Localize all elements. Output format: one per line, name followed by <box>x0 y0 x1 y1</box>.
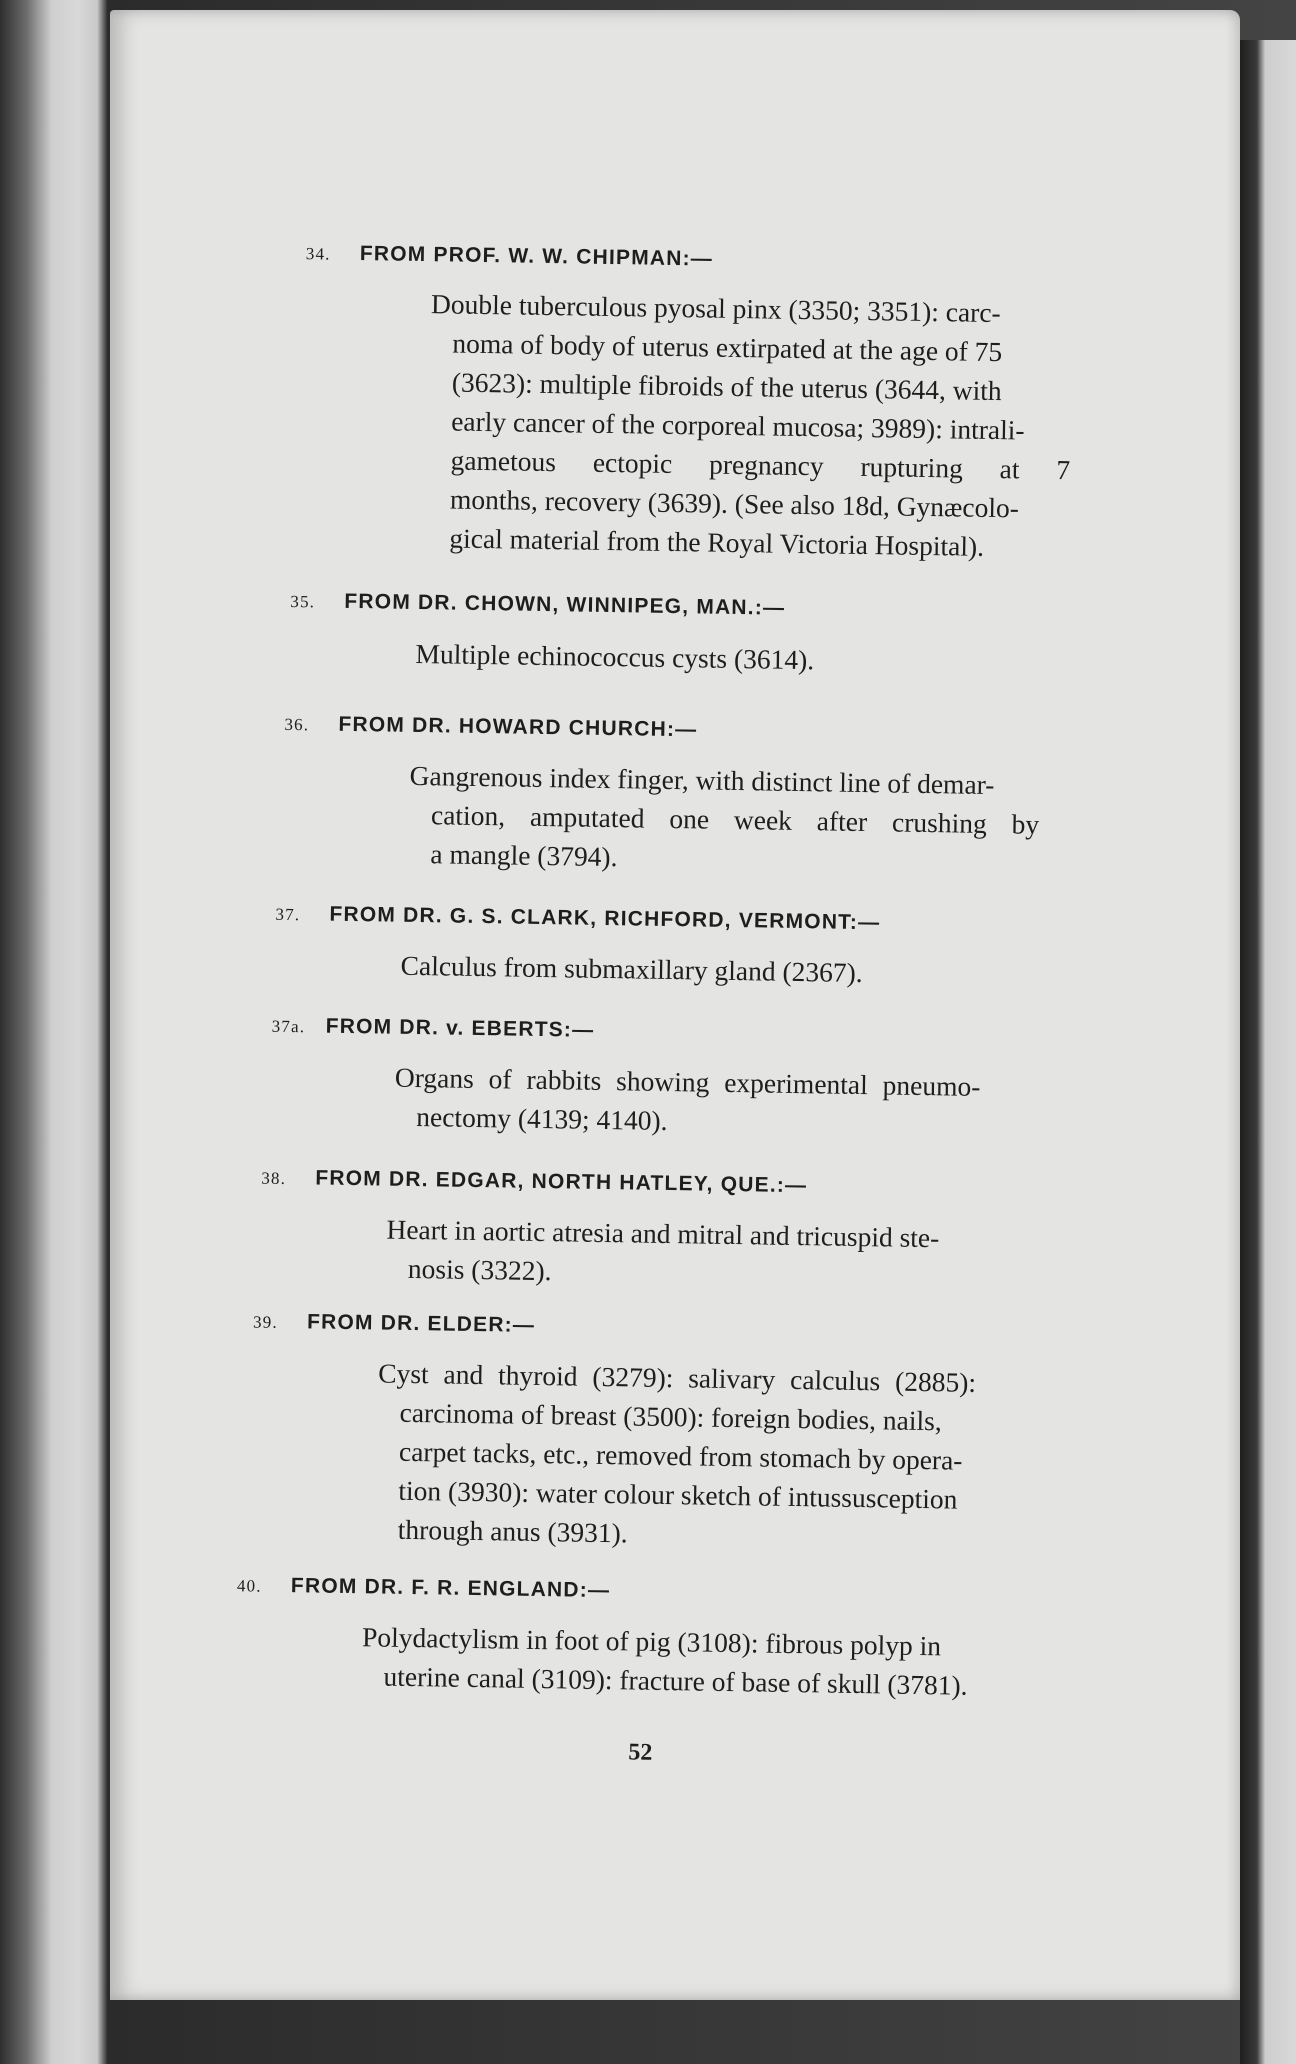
entry-line: Calculus from submaxillary gland (2367). <box>400 949 863 989</box>
page <box>110 10 1240 2000</box>
entry-line: carcinoma of breast (3500): foreign bodies, nails, <box>399 1396 943 1437</box>
entry-number: 40. <box>236 1576 262 1596</box>
entry-line: Polydactylism in foot of pig (3108): fibrous polyp in <box>361 1621 942 1662</box>
entry-heading-text: FROM DR. v. EBERTS:— <box>325 1014 595 1042</box>
entry-line: Multiple echinococcus cysts (3614). <box>415 637 815 676</box>
entry-number: 34. <box>305 244 331 264</box>
entry-line: gametous ectopic pregnancy rupturing at 7 <box>450 444 1071 486</box>
entry-number: 39. <box>252 1312 279 1332</box>
entry-number: 35. <box>290 591 316 612</box>
entry-heading-text: FROM DR. HOWARD CHURCH:— <box>338 712 698 742</box>
entry-body <box>394 1058 1135 1148</box>
entry-line: gical material from the Royal Victoria Hospital). <box>449 522 985 562</box>
entry-line: (3623): multiple fibroids of the uterus (3644, with <box>451 366 1002 407</box>
entry-heading <box>272 1014 595 1043</box>
entry-number: 36. <box>284 714 310 735</box>
entry-heading-text: FROM DR. EDGAR, NORTH HATLEY, QUE.:— <box>315 1166 808 1198</box>
entry-line: Gangrenous index finger, with distinct line of demar- <box>409 759 995 801</box>
entry-body <box>408 756 1140 884</box>
entry-line: carpet tacks, etc., removed from stomach by opera- <box>398 1435 963 1476</box>
entry-line: nectomy (4139; 4140). <box>416 1101 668 1136</box>
entry-line: Heart in aortic atresia and mitral and tricuspid ste- <box>386 1213 940 1254</box>
entry-heading-text: FROM PROF. W. W. CHIPMAN:— <box>359 242 714 271</box>
entry-line: early cancer of the corporeal mucosa; 3989): intrali- <box>450 405 1025 446</box>
entry-line: a mangle (3794). <box>430 838 618 873</box>
entry-heading <box>275 902 880 935</box>
entry-line: uterine canal (3109): fracture of base of skull (3781). <box>383 1660 968 1701</box>
entry-heading <box>237 1573 611 1603</box>
entry-heading <box>306 241 714 271</box>
entry-line: noma of body of uterus extirpated at the age of 75 <box>452 327 1003 368</box>
entry-line: Double tuberculous pyosal pinx (3350; 3351): carc- <box>430 288 1001 329</box>
entry-line: Cyst and thyroid (3279): salivary calculus (2885): <box>378 1357 977 1398</box>
entry-heading-text: FROM DR. CHOWN, WINNIPEG, MAN.:— <box>344 589 786 620</box>
entry-body <box>386 1210 1127 1300</box>
entry-heading <box>253 1309 535 1337</box>
entry-heading <box>290 589 785 621</box>
entry-body <box>427 284 1151 568</box>
entry-body <box>376 1353 1119 1560</box>
entry-body <box>400 946 1121 996</box>
entry-34 <box>126 1 1256 562</box>
entry-body <box>415 634 1136 684</box>
page-content <box>95 1 1256 2009</box>
entry-line: tion (3930): water colour sketch of intussusception <box>398 1474 958 1515</box>
entry-body <box>361 1617 1122 1707</box>
entry-line: Organs of rabbits showing experimental pneumo- <box>394 1061 981 1102</box>
entry-number: 38. <box>261 1168 287 1188</box>
entry-number: 37. <box>275 904 301 925</box>
entry-heading <box>261 1166 807 1199</box>
entry-heading-text: FROM DR. G. S. CLARK, RICHFORD, VERMONT:— <box>329 902 881 935</box>
entry-line: months, recovery (3639). (See also 18d, Gynæcolo- <box>449 483 1020 524</box>
entry-line: cation, amputated one week after crushing by <box>430 799 1040 840</box>
entry-line: through anus (3931). <box>397 1513 628 1549</box>
entry-heading-text: FROM DR. ELDER:— <box>306 1310 536 1337</box>
entry-line: nosis (3322). <box>407 1252 552 1287</box>
entry-heading <box>284 712 697 742</box>
entry-heading-text: FROM DR. F. R. ENGLAND:— <box>290 1574 611 1603</box>
entry-number: 37a. <box>271 1016 306 1037</box>
page-number: 52 <box>628 1739 653 1766</box>
